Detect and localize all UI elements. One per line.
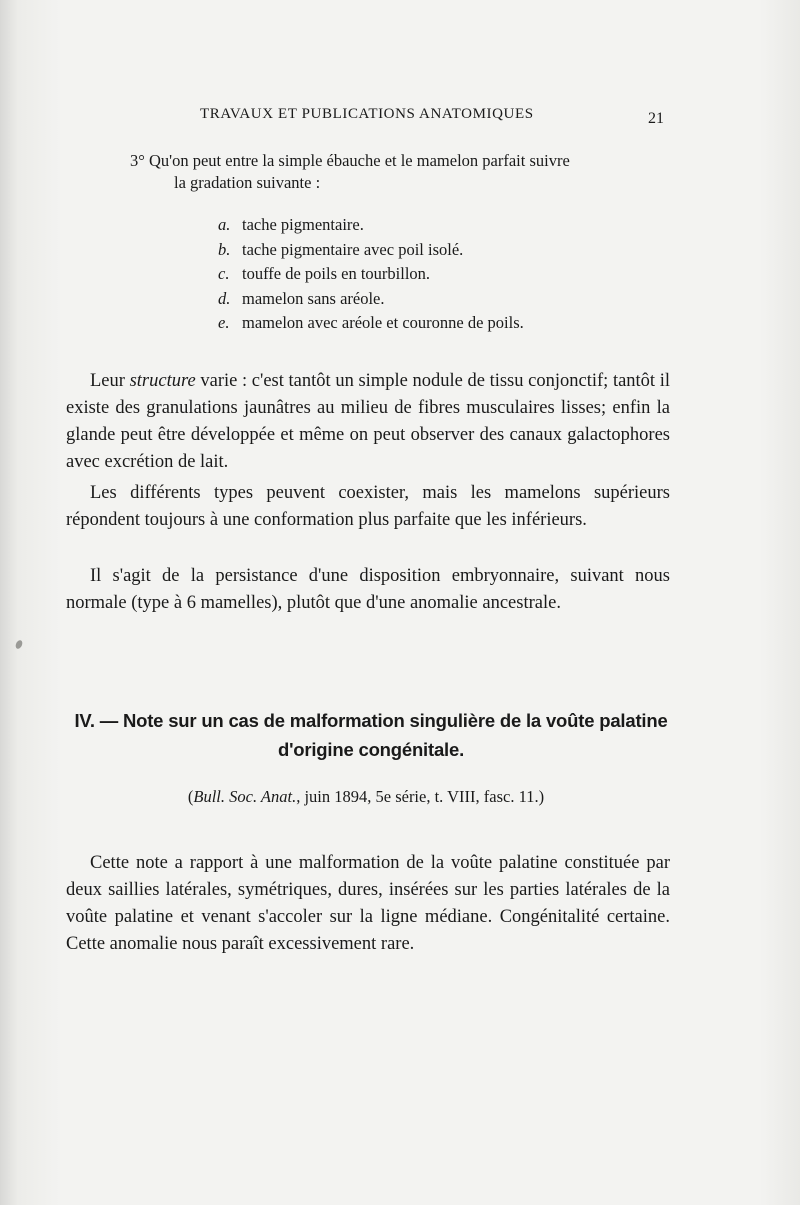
list-item-text: tache pigmentaire avec poil isolé. — [242, 239, 464, 259]
list-item-letter: e. — [218, 313, 230, 332]
section-body-text: Cette note a rapport à une malformation de la voûte palatine constituée par deux saillies latérales, symétriques, dures, insérées sur les parties latérales de la voûte palatine et venant s'accoler sur la ligne médiane. Congénitalité certaine. Cette anomalie nous paraît excessivement rare. — [66, 853, 670, 954]
section-body-paragraph — [66, 850, 670, 958]
persistence-text: Il s'agit de la persistance d'une disposition embryonnaire, suivant nous normale (type à 6 mamelles), plutôt que d'une anomalie ancestrale. — [66, 566, 670, 613]
point-3-line-1: 3° Qu'on peut entre la simple ébauche et le mamelon parfait suivre — [130, 151, 570, 170]
section-title-line-1: IV. — Note sur un cas de malformation singulière de la voûte palatine — [74, 710, 668, 731]
types-paragraph — [66, 480, 670, 534]
citation-details: , juin 1894, 5e série, t. VIII, fasc. 11.) — [296, 787, 545, 806]
structure-lead: Leur — [90, 371, 125, 391]
list-item-text: tache pigmentaire. — [242, 215, 364, 234]
structure-paragraph — [66, 368, 670, 476]
list-item-letter: b. — [218, 239, 231, 259]
list-item — [218, 311, 638, 336]
gradation-list — [218, 213, 638, 336]
citation — [66, 787, 666, 807]
types-text: Les différents types peuvent coexister, mais les mamelons supérieurs répondent toujours à une conformation plus parfaite que les inférieurs. — [66, 483, 670, 530]
list-item-letter: a. — [218, 215, 231, 234]
section-title-line-2: d'origine congénitale. — [277, 739, 465, 760]
citation-open: ( — [187, 787, 194, 806]
page-number: 21 — [648, 110, 664, 127]
point-3-line-2: la gradation suivante : — [174, 173, 321, 192]
list-item-letter: d. — [218, 288, 231, 308]
scan-speck — [14, 639, 23, 650]
list-item — [218, 238, 638, 263]
structure-emphasis: structure — [129, 371, 196, 391]
list-item-text: touffe de poils en tourbillon. — [242, 264, 431, 283]
running-title: TRAVAUX ET PUBLICATIONS ANATOMIQUES — [200, 106, 534, 122]
list-item-text: mamelon sans aréole. — [242, 288, 385, 308]
list-item-letter: c. — [218, 264, 230, 283]
list-item — [218, 262, 638, 287]
list-item-text: mamelon avec aréole et couronne de poils. — [242, 313, 524, 332]
point-3-intro — [130, 150, 690, 194]
list-item — [218, 287, 638, 312]
structure-rest: varie : c'est tantôt un simple nodule de tissu conjonctif; tantôt il existe des granulations jaunâtres au milieu de fibres musculaires lisses; enfin la glande peut être développée et même on peut observer des canaux galactophores avec excrétion de lait. — [66, 371, 671, 472]
citation-journal: Bull. Soc. Anat. — [193, 787, 297, 806]
list-item — [218, 213, 638, 238]
persistence-paragraph — [66, 563, 670, 617]
section-title — [66, 706, 676, 764]
